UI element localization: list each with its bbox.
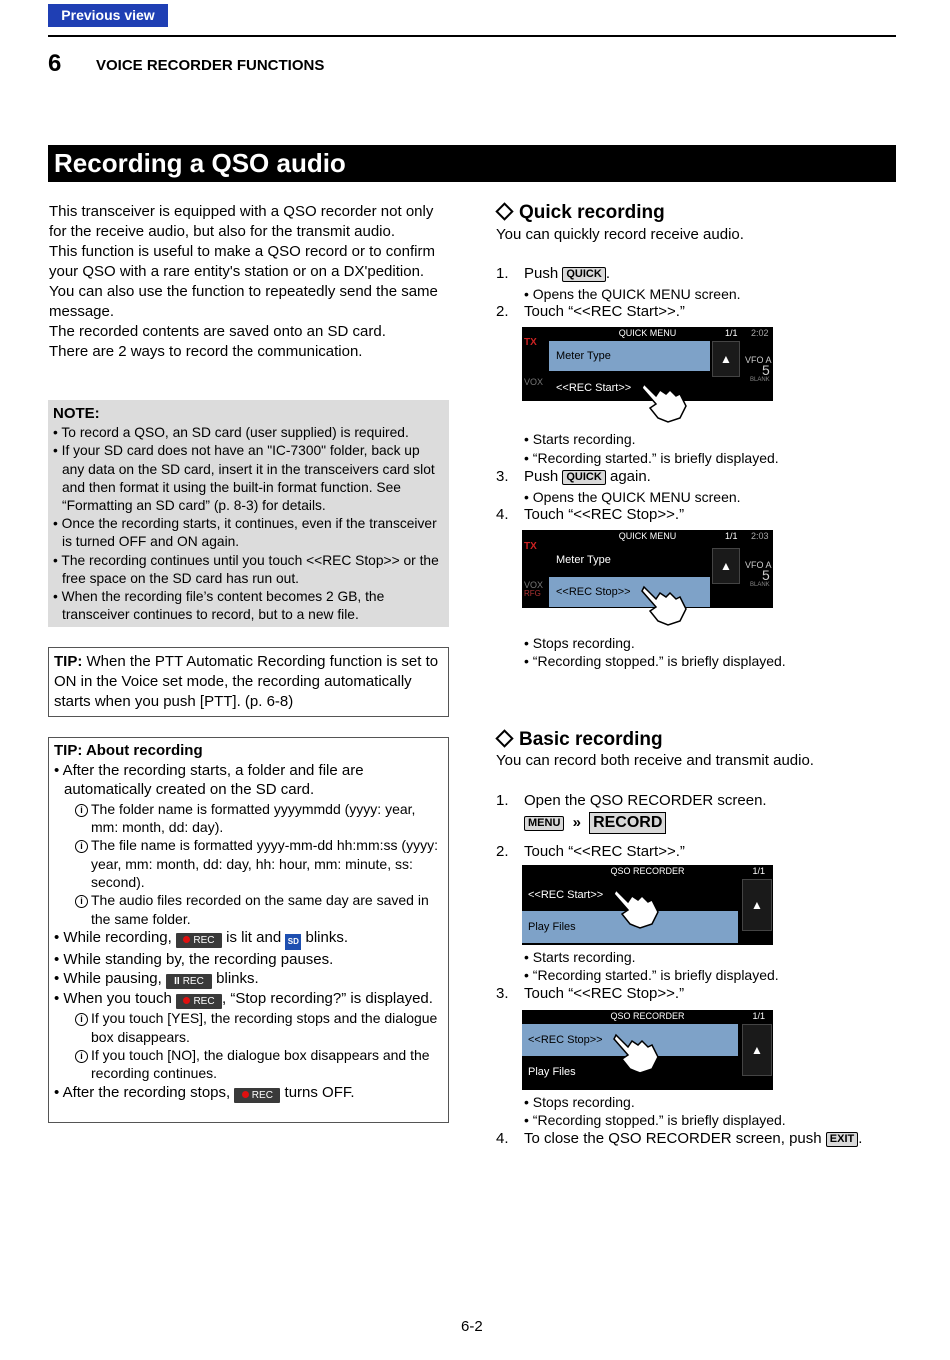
quick-after-2a: • Starts recording. <box>524 431 636 447</box>
vox-indicator: VOX <box>524 580 544 590</box>
quick-step-1-sub: • Opens the QUICK MENU screen. <box>524 286 741 302</box>
tip-bullet <box>54 989 443 1009</box>
tip-text: When the PTT Automatic Recording function is set to ON in the Voice set mode, the recording automatically starts when you push [PTT]. (p. 6-8) <box>54 653 439 710</box>
note-item: • To record a QSO, an SD card (user supplied) is required. <box>53 425 409 441</box>
tip-text: • When you touch <box>54 990 176 1008</box>
chapter-title: VOICE RECORDER FUNCTIONS <box>96 57 325 74</box>
basic-step-4: 4. To close the QSO RECORDER screen, push EXIT . <box>496 1130 863 1147</box>
quick-after-2b: • “Recording started.” is briefly displayed. <box>524 450 779 466</box>
basic-after-2b: • “Recording started.” is briefly displayed. <box>524 967 779 983</box>
menu-item-meter-type[interactable]: Meter Type <box>549 341 710 371</box>
scroll-up-button[interactable]: ▲ <box>712 548 740 584</box>
exit-key: EXIT <box>826 1132 858 1147</box>
tip-bullet <box>54 928 443 950</box>
tip-ptt-box <box>48 647 449 717</box>
tip-label: TIP: <box>54 653 83 670</box>
basic-after-3b: • “Recording stopped.” is briefly displayed. <box>524 1112 786 1128</box>
tip-bullet: • While standing by, the recording pauses. <box>54 950 334 968</box>
info-icon: i <box>75 895 88 908</box>
rfg-indicator: RFG <box>524 589 541 598</box>
tip-heading: TIP: About recording <box>54 742 203 759</box>
tx-indicator: TX <box>524 541 537 552</box>
tip-text: • While pausing, <box>54 970 166 988</box>
diamond-icon <box>495 203 513 221</box>
intro-paragraph: The recorded contents are saved onto an SD card. <box>49 323 386 340</box>
previous-view-button[interactable]: Previous view <box>48 4 168 27</box>
info-icon: i <box>75 840 88 853</box>
touch-hand-icon <box>640 378 688 424</box>
section-title: Recording a QSO audio <box>48 145 896 182</box>
tip-text: is lit and <box>221 928 286 946</box>
quick-after-4a: • Stops recording. <box>524 635 635 651</box>
screen-time: 2:03 <box>751 531 769 541</box>
vfo-label: VFO A <box>745 560 772 570</box>
quick-step-4: 4. Touch “<<REC Stop>>.” <box>496 506 685 523</box>
basic-after-2a: • Starts recording. <box>524 949 636 965</box>
intro-paragraph: This function is useful to make a QSO record or to confirm your QSO with a rare entity's station or on a DX'pedition. You can also use the function to repeatedly send the same message. <box>49 243 438 320</box>
note-heading: NOTE: <box>53 405 100 422</box>
scroll-up-button[interactable]: ▲ <box>742 879 772 931</box>
basic-recording-desc: You can record both receive and transmit audio. <box>496 752 814 769</box>
intro-paragraph: There are 2 ways to record the communication. <box>49 343 363 360</box>
tx-indicator: TX <box>524 337 537 348</box>
tip-about-recording-box <box>48 737 449 1123</box>
screen-title: QUICK MENU <box>618 328 677 338</box>
menu-item-rec-stop[interactable]: <<REC Stop>> <box>549 577 710 607</box>
blank-label: BLANK <box>750 377 770 383</box>
diamond-icon <box>495 730 513 748</box>
rec-indicator-icon: REC <box>176 933 222 948</box>
screen-page: 1/1 <box>725 531 738 541</box>
header-rule <box>48 35 896 37</box>
screen-page: 1/1 <box>752 866 765 876</box>
quick-step-1: 1. Push QUICK . <box>496 265 610 282</box>
info-icon: i <box>75 1050 88 1063</box>
note-item: • The recording continues until you touch <<REC Stop>> or the free space on the SD card has run out. <box>53 552 439 586</box>
screen-page: 1/1 <box>752 1011 765 1021</box>
vfo-label: VFO A <box>745 355 772 365</box>
tip-subitem-text: If you touch [NO], the dialogue box disappears and the recording continues. <box>91 1047 430 1082</box>
menu-key: MENU <box>524 816 564 831</box>
note-box <box>48 400 449 627</box>
page-number: 6-2 <box>461 1318 483 1335</box>
screen-title: QSO RECORDER <box>610 866 685 876</box>
touch-hand-icon <box>612 1029 660 1075</box>
tip-subitem-text: The file name is formatted yyyy-mm-dd hh:mm:ss (yyyy: year, mm: month, dd: day, hh: hour, mm: minute, ss: second). <box>91 837 438 890</box>
tip-text: blinks. <box>211 970 259 988</box>
menu-item-play-files[interactable]: Play Files <box>522 911 738 943</box>
intro-paragraph: This transceiver is equipped with a QSO recorder not only for the receive audio, but also for the transmit audio. <box>49 203 434 240</box>
basic-recording-heading: Basic recording <box>494 729 663 751</box>
tip-subitem-text: The folder name is formatted yyyymmdd (yyyy: year, mm: month, dd: day). <box>91 800 416 836</box>
tip-bullet: • After the recording starts, a folder and file are automatically created on the SD card. <box>54 761 364 799</box>
tip-bullet <box>54 1083 443 1103</box>
scroll-up-button[interactable]: ▲ <box>742 1024 772 1076</box>
screen-time: 2:02 <box>751 328 769 338</box>
menu-item-rec-start[interactable]: <<REC Start>> <box>556 382 632 394</box>
tip-text: , “Stop recording?” is displayed. <box>222 990 433 1008</box>
basic-step-3: 3. Touch “<<REC Stop>>.” <box>496 985 685 1002</box>
menu-item-rec-start[interactable]: <<REC Start>> <box>528 889 604 901</box>
tip-text: • After the recording stops, <box>54 1083 235 1101</box>
menu-item-play-files[interactable]: Play Files <box>528 1066 576 1078</box>
tip-text: • While recording, <box>54 928 176 946</box>
note-item: • Once the recording starts, it continues, even if the transceiver is turned OFF and ON again. <box>53 516 437 550</box>
touch-hand-icon <box>612 884 660 930</box>
intro-text <box>49 202 449 362</box>
channel-number: 5 <box>762 362 770 378</box>
quick-recording-desc: You can quickly record receive audio. <box>496 226 744 243</box>
rec-pause-icon: II REC <box>166 974 212 989</box>
screen-page: 1/1 <box>725 328 738 338</box>
tip-text: turns OFF. <box>280 1083 355 1101</box>
note-item: • If your SD card does not have an "IC-7300" folder, back up any data on the SD card, insert it in the transceivers card slot and then format it using the built-in format function. See “Formatting an SD card” (p. 8-3) for details. <box>53 443 435 514</box>
rec-indicator-icon: REC <box>234 1088 280 1103</box>
screen-title: QSO RECORDER <box>610 1011 685 1021</box>
info-icon: i <box>75 1013 88 1026</box>
chapter-number: 6 <box>48 50 62 77</box>
rec-indicator-icon: REC <box>176 994 222 1009</box>
tip-subitem <box>54 800 443 837</box>
channel-number: 5 <box>762 567 770 583</box>
tip-subitem <box>54 1009 443 1046</box>
tip-bullet <box>54 969 443 989</box>
tip-subitem-text: The audio files recorded on the same day are saved in the same folder. <box>91 892 429 927</box>
basic-menu-path: MENU » RECORD <box>524 812 666 834</box>
quick-step-3-sub: • Opens the QUICK MENU screen. <box>524 489 741 505</box>
touch-hand-icon <box>640 581 688 627</box>
quick-key: QUICK <box>562 470 605 485</box>
scroll-up-button[interactable]: ▲ <box>712 341 740 377</box>
blank-label: BLANK <box>750 582 770 588</box>
tip-subitem-text: If you touch [YES], the recording stops and the dialogue box disappears. <box>91 1010 438 1045</box>
quick-recording-heading: Quick recording <box>494 202 665 224</box>
quick-after-4b: • “Recording stopped.” is briefly displayed. <box>524 653 786 669</box>
tip-subitem <box>54 836 443 891</box>
sd-card-icon: SD <box>285 934 301 950</box>
record-key: RECORD <box>589 812 666 834</box>
tip-subitem <box>54 891 443 928</box>
basic-step-2: 2. Touch “<<REC Start>>.” <box>496 843 685 860</box>
basic-step-1: 1. Open the QSO RECORDER screen. <box>496 792 767 809</box>
menu-item-meter-type[interactable]: Meter Type <box>556 554 611 566</box>
screen-title: QUICK MENU <box>618 531 677 541</box>
tip-subitem <box>54 1046 443 1083</box>
info-icon: i <box>75 804 88 817</box>
quick-step-2: 2. Touch “<<REC Start>>.” <box>496 303 685 320</box>
quick-key: QUICK <box>562 267 605 282</box>
basic-after-3a: • Stops recording. <box>524 1094 635 1110</box>
vox-indicator: VOX <box>524 377 544 387</box>
tip-text: blinks. <box>301 928 349 946</box>
menu-item-rec-stop[interactable]: <<REC Stop>> <box>522 1024 738 1056</box>
note-item: • When the recording file’s content becomes 2 GB, the transceiver continues to record, but to a new file. <box>53 589 385 623</box>
quick-step-3: 3. Push QUICK again. <box>496 468 651 485</box>
